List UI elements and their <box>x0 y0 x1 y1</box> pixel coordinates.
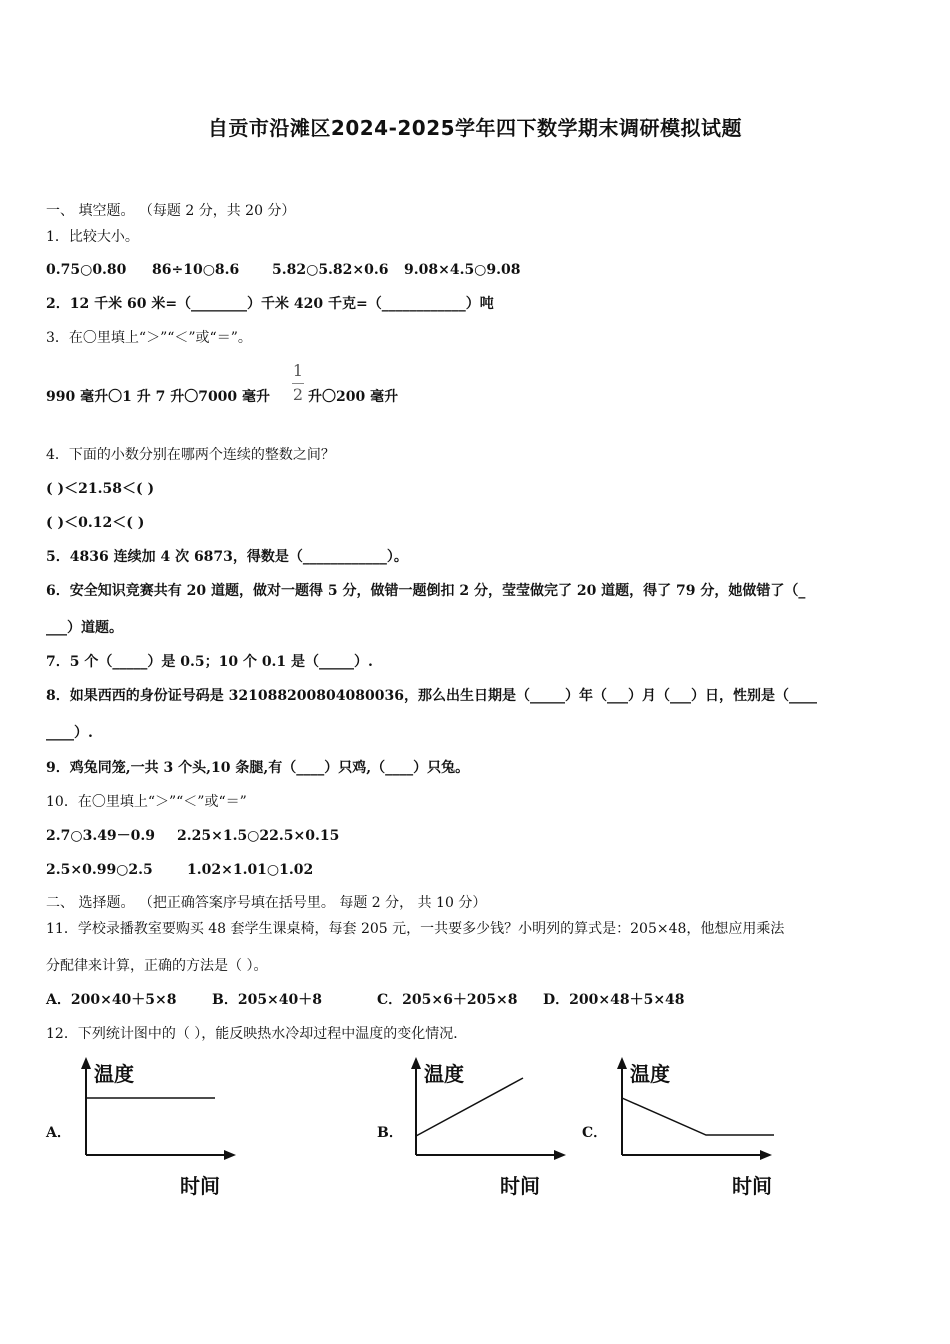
y-axis-arrow <box>411 1057 421 1069</box>
q12-graph-c <box>606 1055 786 1200</box>
x-axis-arrow <box>760 1150 772 1160</box>
q11-option-d: D．200×48＋5×48 <box>543 992 685 1008</box>
fraction-numerator: 1 <box>292 361 304 380</box>
temperature-line <box>416 1078 523 1136</box>
q12-option-b-label: B． <box>377 1125 403 1141</box>
q11-option-c: C．205×6＋205×8 <box>377 992 518 1008</box>
question-6-line-1: 6．安全知识竞赛共有 20 道题，做对一题得 5 分，做错一题倒扣 2 分，莹莹做完了 20 道题，得了 79 分，她做错了（_ <box>46 583 806 599</box>
q10-row1-item2: 2.25×1.5○22.5×0.15 <box>177 828 340 844</box>
q12-graph-b <box>400 1055 580 1200</box>
x-axis-label: 时间 <box>180 1174 220 1198</box>
q10-row1-item1: 2.7○3.49－0.9 <box>46 828 156 844</box>
question-8-line-2: ____）. <box>46 725 93 741</box>
x-axis-arrow <box>224 1150 236 1160</box>
q10-row2-item1: 2.5×0.99○2.5 <box>46 862 153 878</box>
temperature-line <box>622 1098 774 1135</box>
y-axis-label: 温度 <box>424 1062 464 1086</box>
x-axis-label: 时间 <box>500 1174 540 1198</box>
q1-item-4: 9.08×4.5○9.08 <box>404 262 521 278</box>
question-3-stem: 3．在〇里填上“＞”“＜”或“＝”。 <box>46 330 252 346</box>
q1-item-1: 0.75○0.80 <box>46 262 127 278</box>
q11-option-b: B．205×40＋8 <box>212 992 323 1008</box>
x-axis-label: 时间 <box>732 1174 772 1198</box>
section-1-header: 一、 填空题。 （每题 2 分，共 20 分） <box>46 203 296 219</box>
question-11-line-2: 分配律来计算，正确的方法是（ ）。 <box>46 958 268 974</box>
y-axis-label: 温度 <box>94 1062 134 1086</box>
y-axis-label: 温度 <box>630 1062 670 1086</box>
q12-option-a-label: A． <box>46 1125 71 1141</box>
q4-line-2: ( )＜0.12＜( ) <box>46 515 145 531</box>
q1-item-2: 86÷10○8.6 <box>152 262 240 278</box>
question-10-stem: 10．在〇里填上“＞”“＜”或“＝” <box>46 794 247 810</box>
q12-option-c-label: C． <box>582 1125 608 1141</box>
question-1-stem: 1．比较大小。 <box>46 229 139 245</box>
q1-item-3: 5.82○5.82×0.6 <box>272 262 389 278</box>
q11-option-a: A．200×40＋5×8 <box>46 992 177 1008</box>
q10-row2-item2: 1.02×1.01○1.02 <box>187 862 314 878</box>
q3-part-1: 990 毫升〇1 升 7 升〇7000 毫升 <box>46 389 271 405</box>
question-4-stem: 4．下面的小数分别在哪两个连续的整数之间？ <box>46 447 335 463</box>
q4-line-1: ( )＜21.58＜( ) <box>46 481 155 497</box>
q12-graph-a <box>70 1055 250 1200</box>
x-axis-arrow <box>554 1150 566 1160</box>
question-6-line-2: ___）道题。 <box>46 620 123 636</box>
y-axis-arrow <box>617 1057 627 1069</box>
y-axis-arrow <box>81 1057 91 1069</box>
question-12-stem: 12．下列统计图中的（ ），能反映热水冷却过程中温度的变化情况． <box>46 1026 468 1042</box>
question-2: 2．12 千米 60 米=（________）千米 420 千克=（____________）吨 <box>46 296 494 312</box>
fraction-denominator: 2 <box>292 385 304 404</box>
section-2-header: 二、 选择题。 （把正确答案序号填在括号里。 每题 2 分， 共 10 分） <box>46 895 487 911</box>
question-5: 5．4836 连续加 4 次 6873，得数是（____________）。 <box>46 549 408 565</box>
question-8-line-1: 8．如果西西的身份证号码是 321088200804080036，那么出生日期是（_____）年（___）月（___）日，性别是（____ <box>46 688 817 704</box>
question-7: 7．5 个（_____）是 0.5；10 个 0.1 是（_____）. <box>46 654 373 670</box>
question-11-line-1: 11．学校录播教室要购买 48 套学生课桌椅，每套 205 元，一共要多少钱？小明列的算式是：205×48，他想应用乘法 <box>46 921 785 937</box>
page-title: 自贡市沿滩区2024-2025学年四下数学期末调研模拟试题 <box>207 116 743 140</box>
fraction-bar <box>292 383 304 384</box>
q3-part-2: 升〇200 毫升 <box>308 389 399 405</box>
question-9: 9．鸡兔同笼,一共 3 个头,10 条腿,有（____）只鸡,（____）只兔。 <box>46 760 470 776</box>
